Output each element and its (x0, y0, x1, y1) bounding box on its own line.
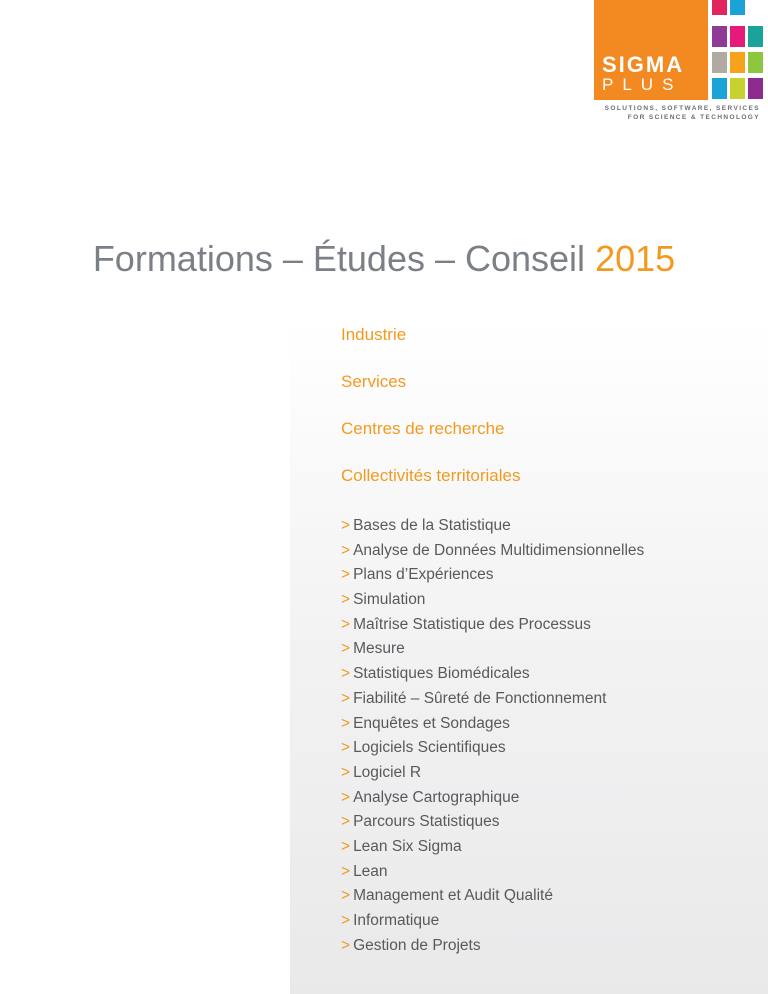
arrow-icon: > (341, 936, 351, 954)
arrow-icon: > (341, 813, 351, 831)
arrow-icon: > (341, 837, 351, 855)
course-label: Analyse Cartographique (353, 788, 520, 806)
course-item (341, 909, 644, 934)
course-item (341, 835, 644, 860)
arrow-icon: > (341, 912, 351, 929)
sector-item: Services (341, 372, 407, 391)
sector-list (341, 322, 521, 510)
course-item (341, 563, 644, 588)
logo-square (730, 78, 745, 99)
course-label: Analyse de Données Multidimensionnelles (353, 541, 645, 559)
logo-square (748, 26, 763, 47)
arrow-icon: > (341, 566, 351, 584)
sector-item: Centres de recherche (341, 419, 505, 438)
logo-square (712, 0, 727, 15)
arrow-icon: > (341, 714, 351, 732)
arrow-icon: > (341, 689, 351, 707)
page-title (0, 238, 768, 280)
logo-word-plus: PLUS (602, 75, 683, 94)
course-label: Management et Audit Qualité (353, 887, 553, 905)
arrow-icon: > (341, 665, 351, 683)
course-label: Plans d’Expériences (353, 566, 494, 584)
course-item (341, 761, 644, 786)
arrow-icon: > (341, 640, 351, 658)
sector-item: Collectivités territoriales (341, 466, 521, 485)
course-label: Enquêtes et Sondages (353, 714, 510, 732)
logo-tagline-2: FOR SCIENCE & TECHNOLOGY (627, 114, 760, 121)
course-item (341, 613, 644, 638)
title-text: Formations – Études – Conseil (92, 238, 586, 279)
course-item (341, 860, 644, 885)
arrow-icon: > (341, 615, 351, 633)
course-label: Mesure (353, 640, 405, 658)
logo-square (712, 52, 727, 73)
course-label: Lean Six Sigma (353, 837, 462, 855)
logo-word-sigma: SIGMA (602, 52, 685, 77)
logo-square (730, 52, 745, 73)
arrow-icon: > (341, 788, 351, 806)
course-item (341, 736, 644, 761)
course-item (341, 884, 644, 909)
course-item (341, 539, 644, 564)
arrow-icon: > (341, 591, 351, 609)
logo-orange-block (594, 0, 708, 100)
course-item (341, 662, 644, 687)
arrow-icon: > (341, 739, 351, 757)
sigma-plus-logo (594, 0, 768, 122)
course-label: Bases de la Statistique (353, 517, 511, 534)
arrow-icon: > (341, 517, 351, 534)
course-item (341, 934, 644, 959)
course-item (341, 514, 644, 539)
course-label: Informatique (353, 912, 440, 929)
title-year: 2015 (595, 238, 676, 279)
logo-tagline-1: SOLUTIONS, SOFTWARE, SERVICES (604, 105, 760, 112)
course-item (341, 786, 644, 811)
logo-square (712, 26, 727, 47)
course-list (341, 514, 644, 958)
logo-square (730, 0, 745, 15)
course-label: Statistiques Biomédicales (353, 665, 530, 683)
course-label: Logiciels Scientifiques (353, 739, 506, 757)
course-item (341, 687, 644, 712)
arrow-icon: > (341, 763, 351, 781)
course-label: Fiabilité – Sûreté de Fonctionnement (353, 689, 607, 707)
arrow-icon: > (341, 541, 351, 559)
course-item (341, 588, 644, 613)
arrow-icon: > (341, 887, 351, 905)
course-label: Simulation (353, 591, 426, 609)
course-item (341, 637, 644, 662)
logo-square (730, 26, 745, 47)
course-item (341, 712, 644, 737)
course-label: Maîtrise Statistique des Processus (353, 615, 591, 633)
course-label: Gestion de Projets (353, 936, 481, 954)
logo-square (748, 78, 763, 99)
course-label: Lean (353, 862, 388, 880)
sector-item: Industrie (341, 325, 407, 344)
course-label: Logiciel R (353, 763, 422, 781)
logo-square (748, 52, 763, 73)
logo-square (712, 78, 727, 99)
course-label: Parcours Statistiques (353, 813, 500, 831)
arrow-icon: > (341, 862, 351, 880)
course-item (341, 810, 644, 835)
